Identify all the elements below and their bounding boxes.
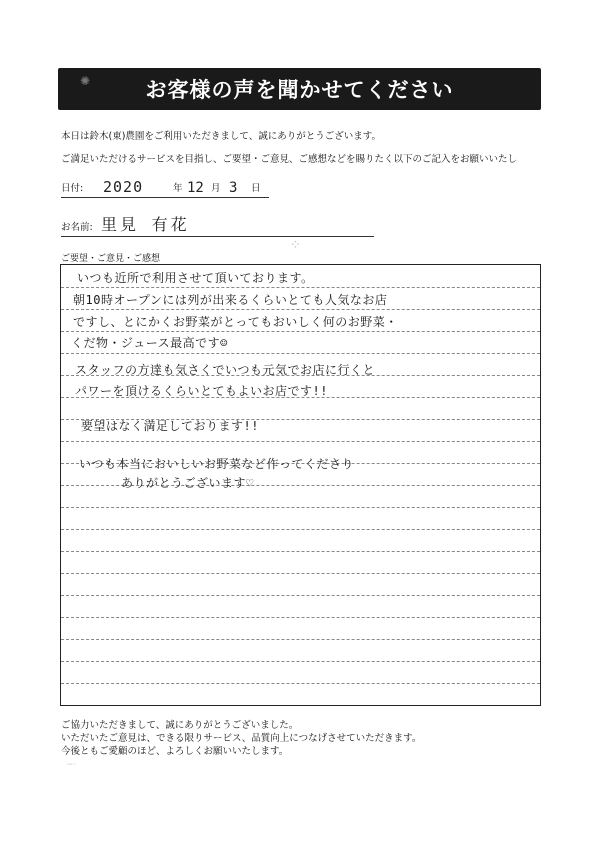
ruled-line [61,331,540,332]
day-unit: 日 [251,183,261,194]
ruled-line [61,683,540,684]
ruled-line [61,661,540,662]
ruled-line [61,353,540,354]
intro-text-1: 本日は鈴木(東)農園をご利用いただきまして、誠にありがとうございます。 [61,131,381,142]
ruled-line [61,507,540,508]
ruled-line [61,441,540,442]
date-field [61,175,269,198]
date-year: 2020 [103,178,144,196]
handwritten-line: ありがとうございます♡ [121,476,254,490]
handwritten-line: いつも近所で利用させて頂いております。 [77,271,314,285]
ruled-line [61,309,540,310]
handwritten-line: 要望はなく満足しております!! [81,419,259,433]
handwritten-line: ですし、とにかくお野菜がとってもおいしく何のお野菜・ [73,315,398,329]
ruled-line [61,573,540,574]
year-unit: 年 [173,183,183,194]
scan-speck: ⁘ [290,238,301,253]
month-unit: 月 [211,183,221,194]
handwritten-line: くだ物・ジュース最高です☺ [71,336,228,350]
handwritten-line: 朝10時オープンには列が出来るくらいとても人気なお店 [73,293,388,307]
sparkle-icon: ✺ [80,74,91,88]
name-value: 里見 有花 [101,215,190,234]
footer-text-3: 今後ともご愛顧のほど、よろしくお願いいたします。 [61,746,289,757]
ruled-line [61,551,540,552]
footer-text-1: ご協力いただきまして、誠にありがとうございました。 [61,720,299,731]
ruled-line [61,617,540,618]
ruled-line [61,595,540,596]
date-month: 12 [187,180,204,196]
opinions-label: ご要望・ご意見・ご感想 [61,254,161,264]
opinions-box [60,264,541,706]
ruled-line [61,287,540,288]
handwritten-line: いつも本当においしいお野菜など作ってくださり [79,457,355,471]
name-field [61,214,374,237]
ruled-line [61,639,540,640]
date-day: 3 [229,180,238,196]
ruled-line [61,529,540,530]
name-label: お名前: [61,222,93,233]
scan-speck: ~· [66,760,77,770]
footer-text-2: いただいたご意見は、できる限りサービス、品質向上につなげさせていただきます。 [61,733,422,744]
intro-text-2: ご満足いただけるサービスを目指し、ご要望・ご意見、ご感想などを賜りたく以下のご記入をお願いいたし [61,154,518,165]
handwritten-line: パワーを頂けるくらいとてもよいお店です!! [75,384,328,398]
handwritten-line: スタッフの方達も気さくでいつも元気でお店に行くと [75,363,376,377]
survey-header [58,68,541,110]
page-title: お客様の声を聞かせてください [145,78,454,102]
date-label: 日付: [61,183,84,194]
